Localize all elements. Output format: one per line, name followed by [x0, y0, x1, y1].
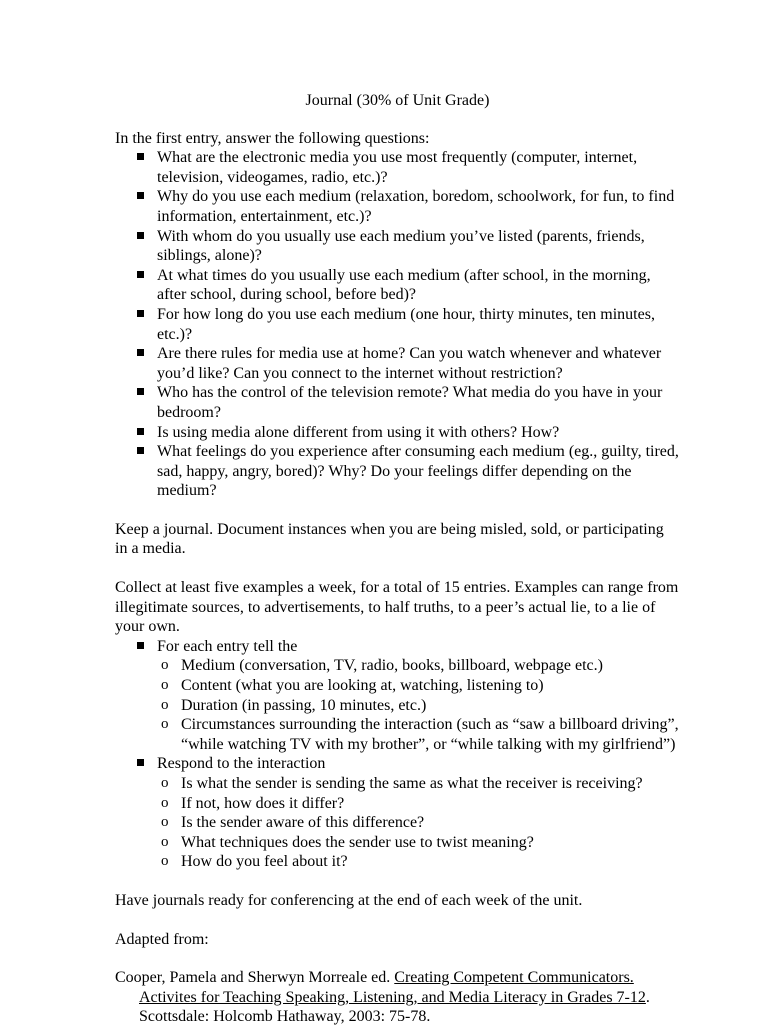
square-bullet-icon [137, 642, 144, 649]
square-bullet-icon [137, 428, 144, 435]
entry-sublist [161, 656, 680, 754]
list-item: o Is the sender aware of this difference? [161, 814, 425, 832]
circle-o-bullet-icon: o [161, 677, 169, 694]
circle-o-bullet-icon: o [161, 775, 169, 791]
keep-journal-text: Keep a journal. Document instances when you are being misled, sold, or participating in a media. [115, 520, 664, 558]
circle-o-bullet-icon: o [161, 833, 169, 850]
instructions-list [157, 637, 680, 872]
square-bullet-icon [137, 759, 144, 766]
adapted-label: Adapted from: [115, 930, 209, 948]
list-item [157, 754, 680, 872]
page-title: Journal (30% of Unit Grade) [305, 92, 490, 109]
list-item: Why do you use each medium (relaxation, boredom, schoolwork, for fun, to find information, entertainment, etc.)? [157, 187, 680, 226]
square-bullet-icon [137, 232, 144, 239]
list-item: o Circumstances surrounding the interaction (such as “saw a billboard driving”, “while watching TV with my brother”, or “while talking with my girlfriend”) [161, 716, 679, 753]
citation-book-title: Creating Competent Communicators. Activites for Teaching Speaking, Listening, and Media Literacy in Grades 7-12 [139, 969, 646, 1006]
square-bullet-icon [137, 192, 144, 199]
respond-heading: Respond to the interaction [157, 755, 326, 773]
list-item: o Duration (in passing, 10 minutes, etc.) [161, 696, 427, 714]
square-bullet-icon [137, 349, 144, 356]
document-page [115, 91, 680, 1027]
collect-text: Collect at least five examples a week, for a total of 15 entries. Examples can range from illegitimate sources, to advertisements, to half truths, to a peer’s actual lie, to a lie of your own. [115, 579, 679, 636]
list-item: At what times do you usually use each medium (after school, in the morning, after school, during school, before bed)? [157, 266, 680, 305]
list-item: For how long do you use each medium (one hour, thirty minutes, ten minutes, etc.)? [157, 305, 680, 344]
citation-publisher: . Scottsdale: Holcomb Hathaway, 2003: 75-78. [139, 988, 650, 1026]
citation [115, 968, 680, 1027]
list-item: What are the electronic media you use most frequently (computer, internet, television, videogames, radio, etc.)? [157, 148, 680, 187]
list-item: Who has the control of the television remote? What media do you have in your bedroom? [157, 383, 680, 422]
square-bullet-icon [137, 447, 144, 454]
square-bullet-icon [137, 271, 144, 278]
respond-sublist [161, 774, 680, 872]
square-bullet-icon [137, 310, 144, 317]
list-item: What feelings do you experience after consuming each medium (eg., guilty, tired, sad, happy, angry, bored)? Why? Do your feelings differ depending on the medium? [157, 442, 680, 501]
list-item: o Content (what you are looking at, watching, listening to) [161, 677, 544, 695]
list-item: o What techniques does the sender use to twist meaning? [161, 833, 534, 851]
square-bullet-icon [137, 153, 144, 160]
list-item: With whom do you usually use each medium you’ve listed (parents, friends, siblings, alone)? [157, 227, 680, 266]
question-list [157, 148, 680, 501]
circle-o-bullet-icon: o [161, 696, 169, 713]
circle-o-bullet-icon: o [161, 716, 169, 733]
list-item: Is using media alone different from using it with others? How? [157, 423, 680, 443]
ready-text: Have journals ready for conferencing at the end of each week of the unit. [115, 891, 583, 909]
intro-text: In the first entry, answer the following questions: [115, 129, 430, 147]
circle-o-bullet-icon: o [161, 657, 169, 674]
citation-authors: Cooper, Pamela and Sherwyn Morreale ed. [115, 969, 395, 987]
list-item: o How do you feel about it? [161, 853, 348, 871]
circle-o-bullet-icon: o [161, 794, 169, 811]
circle-o-bullet-icon: o [161, 814, 169, 831]
list-item: o Is what the sender is sending the same as what the receiver is receiving? [161, 775, 643, 792]
entry-heading: For each entry tell the [157, 637, 298, 655]
list-item: o Medium (conversation, TV, radio, books, billboard, webpage etc.) [161, 657, 603, 675]
list-item: o If not, how does it differ? [161, 794, 345, 812]
circle-o-bullet-icon: o [161, 853, 169, 870]
list-item: Are there rules for media use at home? Can you watch whenever and whatever you’d like? Can you connect to the internet without restriction? [157, 344, 680, 383]
list-item [157, 637, 680, 755]
square-bullet-icon [137, 388, 144, 395]
